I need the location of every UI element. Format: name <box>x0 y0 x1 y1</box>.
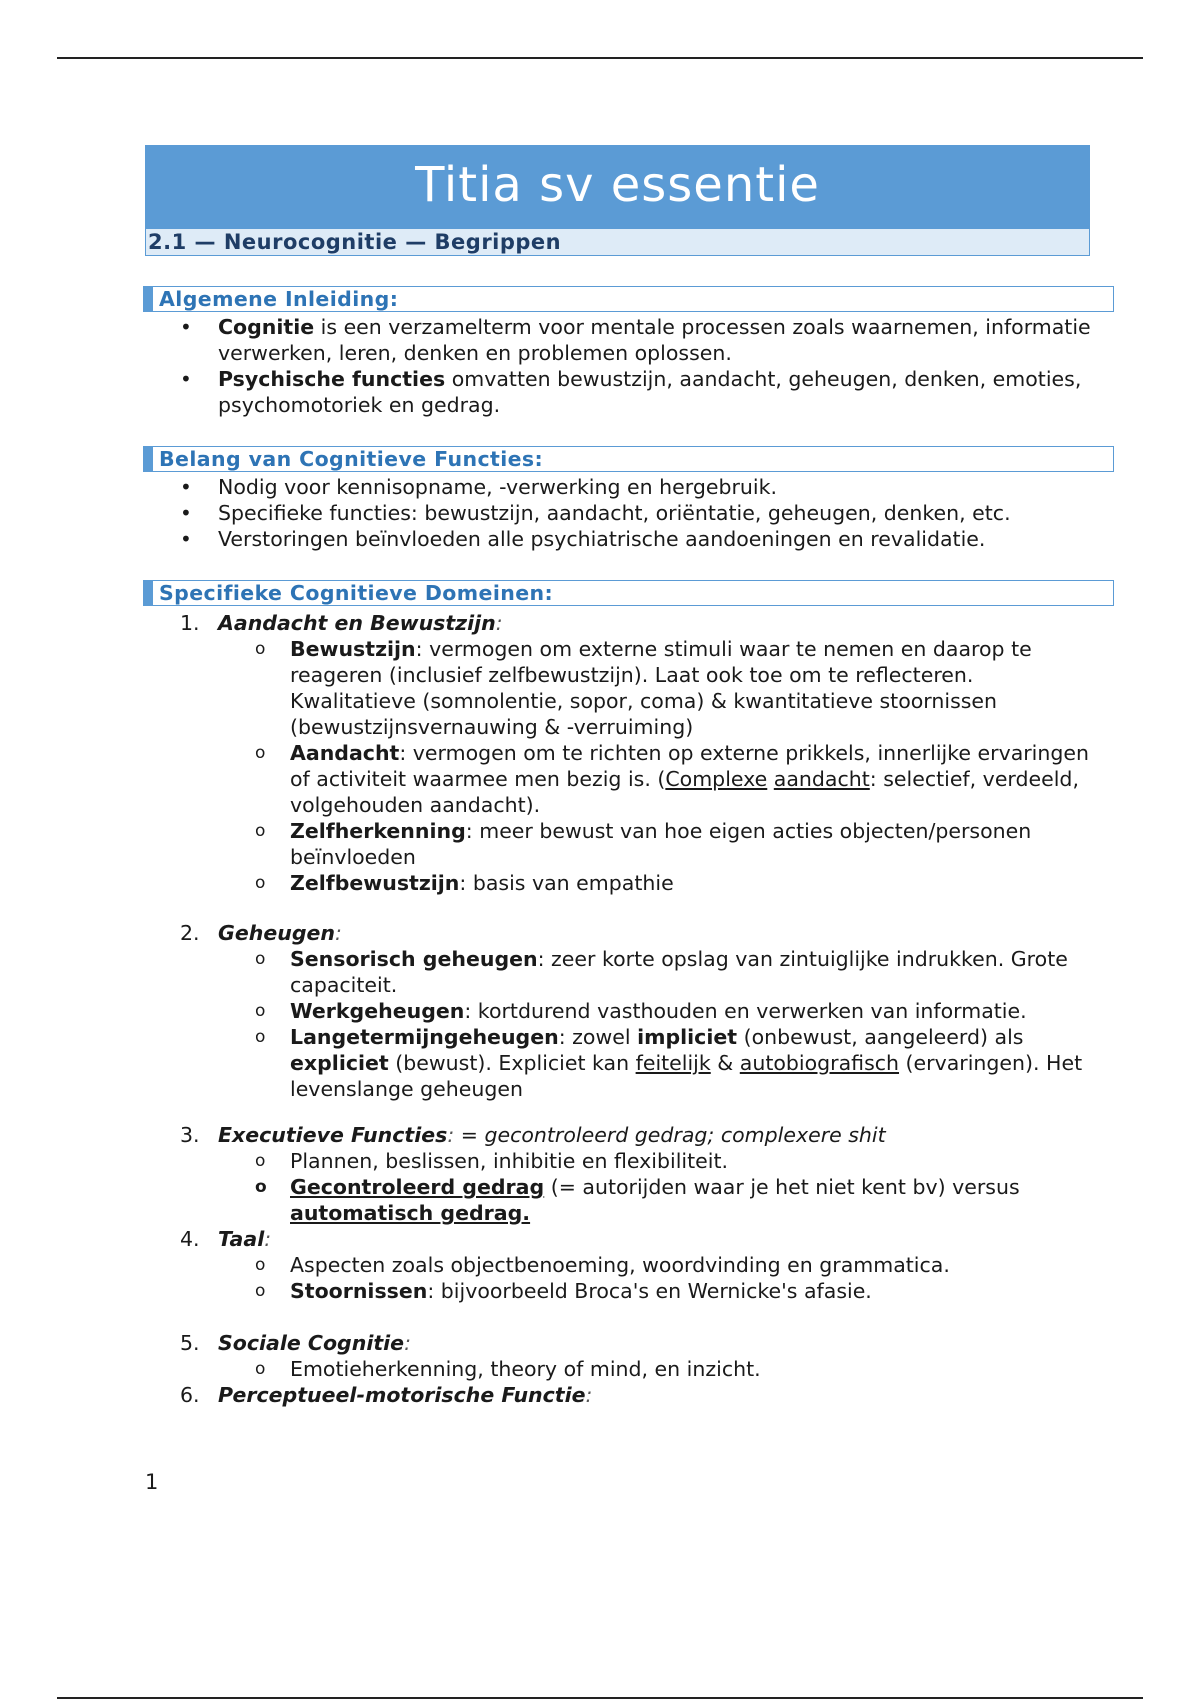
domain-title: Taal <box>218 1227 265 1251</box>
section-heading-intro: Algemene Inleiding: <box>143 286 1114 312</box>
circle-bullet-icon: o <box>255 1027 266 1047</box>
list-number: 4. <box>180 1227 200 1251</box>
sub-list <box>218 1252 1100 1304</box>
page-number: 1 <box>145 1470 159 1494</box>
importance-list <box>145 474 1100 552</box>
circle-bullet-icon: o <box>255 949 266 969</box>
sub-item: o Aspecten zoals objectbenoeming, woordvinding en grammatica. <box>255 1253 950 1277</box>
sub-item: o Bewustzijn: vermogen om externe stimuli waar te nemen en daarop te reageren (inclusief zelfbewustzijn). Laat ook toe om te reflecteren. Kwalitatieve (somnolentie, sopor, coma) & kwantitatieve stoornissen (bewustzijnsvernauwing & -verruiming) <box>255 637 1032 739</box>
domain-title: Executieve Functies <box>218 1123 448 1147</box>
domain-item: 5. Sociale Cognitie: o Emotieherkenning, theory of mind, en inzicht. <box>145 1330 1100 1382</box>
sub-list <box>218 1148 1100 1226</box>
list-item: • Specifieke functies: bewustzijn, aandacht, oriëntatie, geheugen, denken, etc. <box>180 501 1011 525</box>
footer-rule <box>57 1697 1143 1699</box>
sub-list <box>218 636 1100 896</box>
circle-bullet-icon: o <box>255 1001 266 1021</box>
bullet-icon: • <box>180 527 192 551</box>
domain-title: Perceptueel-motorische Functie <box>218 1383 586 1407</box>
sub-item: o Sensorisch geheugen: zeer korte opslag van zintuiglijke indrukken. Grote capaciteit. <box>255 947 1068 997</box>
bullet-icon: • <box>180 475 192 499</box>
list-number: 3. <box>180 1123 200 1147</box>
domain-title: Aandacht en Bewustzijn <box>218 611 496 635</box>
circle-bullet-icon: o <box>255 1281 266 1301</box>
sub-item: o Langetermijngeheugen: zowel impliciet (onbewust, aangeleerd) als expliciet (bewust). Expliciet kan feitelijk & autobiografisch (ervaringen). Het levenslange geheugen <box>255 1025 1083 1101</box>
list-item: • Nodig voor kennisopname, -verwerking en hergebruik. <box>180 475 777 499</box>
list-number: 5. <box>180 1331 200 1355</box>
sub-item: o Plannen, beslissen, inhibitie en flexibiliteit. <box>255 1149 728 1173</box>
sub-item: o Emotieherkenning, theory of mind, en inzicht. <box>255 1357 761 1381</box>
sub-list <box>218 946 1100 1102</box>
sub-item: o Aandacht: vermogen om te richten op externe prikkels, innerlijke ervaringen of activiteit waarmee men bezig is. (Complexe aandacht: selectief, verdeeld, volgehouden aandacht). <box>255 741 1089 817</box>
domain-item: 1. Aandacht en Bewustzijn: o Bewustzijn: vermogen om externe stimuli waar te nemen en daarop te reageren (inclusief zelfbewustzijn). Laat ook toe om te reflecteren. Kwalitatieve (somnolentie, sopor, coma) & kwantitatieve stoornissen (bewustzijnsvernauwing & -verruiming) o Aandacht: vermogen om te richten op externe prikkels, innerlijke ervaringen of activiteit waarmee men bezig is. (Complexe aandacht: selectief, verdeeld, volgehouden aandacht). o Zelfherkenning: meer bewust van hoe eigen acties objecten/personen beïnvloeden o Zelfbewustzijn: basis van empathie <box>145 610 1100 920</box>
list-number: 1. <box>180 611 200 635</box>
domain-item: 6. Perceptueel-motorische Functie: <box>180 1383 593 1407</box>
list-number: 2. <box>180 921 200 945</box>
document-subtitle: 2.1 — Neurocognitie — Begrippen <box>145 228 1090 256</box>
intro-list <box>145 314 1100 418</box>
list-item: • Verstoringen beïnvloeden alle psychiatrische aandoeningen en revalidatie. <box>180 527 986 551</box>
circle-bullet-icon: o <box>255 639 266 659</box>
domain-title: Geheugen <box>218 921 335 945</box>
domain-item: 4. Taal: o Aspecten zoals objectbenoeming, woordvinding en grammatica. o Stoornissen: bijvoorbeeld Broca's en Wernicke's afasie. <box>145 1226 1100 1330</box>
bullet-icon: • <box>180 315 192 339</box>
circle-bullet-icon: o <box>255 743 266 763</box>
domains-list <box>145 610 1100 1408</box>
circle-bullet-icon: o <box>255 1255 266 1275</box>
circle-bullet-icon: o <box>255 821 266 841</box>
list-number: 6. <box>180 1383 200 1407</box>
list-item: • Cognitie is een verzamelterm voor mentale processen zoals waarnemen, informatie verwerken, leren, denken en problemen oplossen. <box>180 315 1091 365</box>
bullet-icon: • <box>180 501 192 525</box>
domain-title: Sociale Cognitie <box>218 1331 405 1355</box>
domain-note: = gecontroleerd gedrag; complexere shit <box>454 1123 886 1147</box>
circle-bullet-icon: o <box>255 1177 267 1197</box>
sub-item: o Zelfbewustzijn: basis van empathie <box>255 871 674 895</box>
section-heading-importance: Belang van Cognitieve Functies: <box>143 446 1114 472</box>
header-rule <box>57 57 1143 59</box>
domain-item: 2. Geheugen: o Sensorisch geheugen: zeer korte opslag van zintuiglijke indrukken. Grote capaciteit. o Werkgeheugen: kortdurend vasthouden en verwerken van informatie. o Langetermijngeheugen: zowel impliciet (onbewust, aangeleerd) als expliciet (bewust). Expliciet kan feitelijk & autobiografisch (ervaringen). Het levenslange geheugen <box>145 920 1100 1122</box>
sub-item: o Gecontroleerd gedrag (= autorijden waar je het niet kent bv) versus automatisch gedrag. <box>255 1175 1020 1225</box>
sub-item: o Werkgeheugen: kortdurend vasthouden en verwerken van informatie. <box>255 999 1027 1023</box>
sub-list <box>218 1356 1100 1382</box>
sub-item: o Zelfherkenning: meer bewust van hoe eigen acties objecten/personen beïnvloeden <box>255 819 1032 869</box>
circle-bullet-icon: o <box>255 873 266 893</box>
domain-item: 3. Executieve Functies: = gecontroleerd gedrag; complexere shit o Plannen, beslissen, inhibitie en flexibiliteit. o Gecontroleerd gedrag (= autorijden waar je het niet kent bv) versus automatisch gedrag. <box>145 1122 1100 1226</box>
document-body <box>145 145 1100 1408</box>
section-heading-domains: Specifieke Cognitieve Domeinen: <box>143 580 1114 606</box>
bullet-icon: • <box>180 367 192 391</box>
circle-bullet-icon: o <box>255 1359 266 1379</box>
list-item: • Psychische functies omvatten bewustzijn, aandacht, geheugen, denken, emoties, psychomotoriek en gedrag. <box>180 367 1082 417</box>
document-title: Titia sv essentie <box>145 145 1090 228</box>
sub-item: o Stoornissen: bijvoorbeeld Broca's en Wernicke's afasie. <box>255 1279 872 1303</box>
circle-bullet-icon: o <box>255 1151 266 1171</box>
